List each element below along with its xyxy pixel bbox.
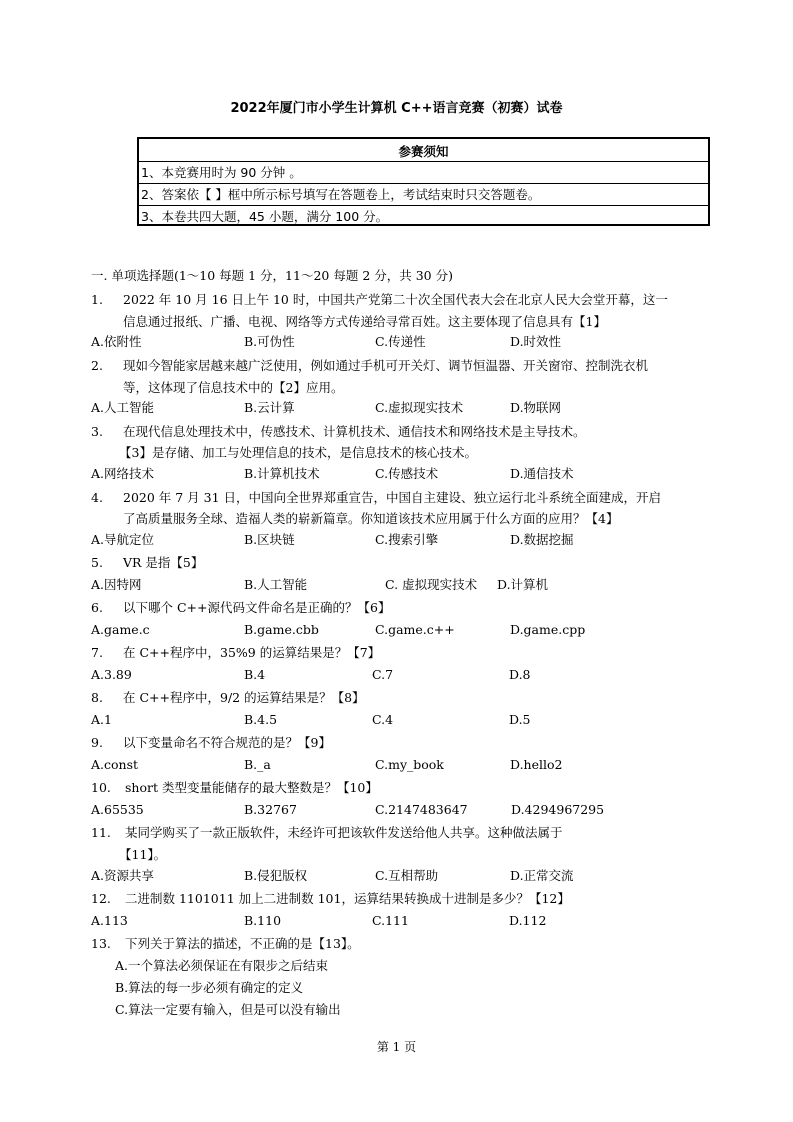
option-d: D.112 — [509, 913, 547, 928]
option-b: B.计算机技术 — [244, 466, 320, 481]
question-number: 2. — [91, 358, 103, 373]
option-c: C.搜索引擎 — [375, 532, 439, 547]
option-b: B.game.cbb — [244, 622, 319, 637]
question-text: 在现代信息处理技术中，传感技术、计算机技术、通信技术和网络技术是主导技术。 — [123, 424, 586, 439]
option-b: B.4 — [244, 667, 266, 682]
option-c: C.2147483647 — [375, 802, 468, 817]
option-a: A.导航定位 — [91, 532, 155, 547]
option-a: A.依附性 — [91, 334, 142, 349]
question-text: VR 是指【5】 — [123, 555, 204, 570]
question-number: 3. — [91, 424, 103, 439]
question-text: 以下哪个 C++源代码文件命名是正确的？【6】 — [123, 600, 391, 615]
option-c: C.虚拟现实技术 — [375, 400, 464, 415]
exam-title: 2022年厦门市小学生计算机 C++语言竞赛（初赛）试卷 — [230, 101, 563, 116]
notice-box — [137, 137, 710, 226]
option-a: A.game.c — [91, 622, 150, 637]
question-text: 2022 年 10 月 16 日上午 10 时，中国共产党第二十次全国代表大会在北京人民大会堂开幕，这一 — [123, 292, 668, 307]
question-text: short 类型变量能储存的最大整数是？【10】 — [125, 780, 378, 795]
option-d: D.数据挖掘 — [510, 532, 574, 547]
option-c: C.传感技术 — [375, 466, 439, 481]
question-text: 【11】。 — [119, 847, 167, 862]
option-a: A.一个算法必须保证在有限步之后结束 — [115, 958, 329, 973]
option-d: D.8 — [509, 667, 531, 682]
question-number: 12. — [91, 891, 111, 906]
question-text: 了高质量服务全球、造福人类的崭新篇章。你知道该技术应用属于什么方面的应用？【4】 — [123, 511, 619, 526]
option-a: A.因特网 — [91, 577, 142, 592]
question-text: 现如今智能家居越来越广泛使用，例如通过手机可开关灯、调节恒温器、开关窗帘、控制洗衣机 — [123, 358, 649, 373]
option-a: A.3.89 — [91, 667, 132, 682]
question-number: 4. — [91, 490, 103, 505]
notice-heading: 参赛须知 — [398, 144, 449, 159]
option-d: D.4294967295 — [511, 802, 605, 817]
notice-item: 1、本竞赛用时为 90 分钟 。 — [139, 161, 708, 183]
question-text: 等，这体现了信息技术中的【2】应用。 — [123, 380, 344, 395]
option-d: D.game.cpp — [510, 622, 586, 637]
option-c: C.4 — [372, 712, 394, 727]
option-d: D.计算机 — [497, 577, 549, 592]
question-number: 5. — [91, 555, 103, 570]
option-c: C. 虚拟现实技术 — [385, 577, 478, 592]
option-c: C.111 — [372, 913, 409, 928]
option-d: D.时效性 — [510, 334, 562, 349]
option-a: A.人工智能 — [91, 400, 155, 415]
option-a: A.1 — [91, 712, 112, 727]
option-b: B._a — [244, 757, 271, 772]
option-c: C.算法一定要有输入，但是可以没有输出 — [115, 1002, 341, 1017]
question-text: 在 C++程序中，9/2 的运算结果是？【8】 — [123, 690, 365, 705]
option-c: C.game.c++ — [375, 622, 455, 637]
question-number: 7. — [91, 645, 103, 660]
question-text: 在 C++程序中，35%9 的运算结果是？【7】 — [123, 645, 381, 660]
option-b: B.云计算 — [244, 400, 295, 415]
option-a: A.113 — [91, 913, 128, 928]
page-number: 第 1 页 — [376, 1040, 417, 1054]
option-b: B.算法的每一步必须有确定的定义 — [115, 980, 304, 995]
option-b: B.侵犯版权 — [244, 868, 308, 883]
question-number: 6. — [91, 600, 103, 615]
option-c: C.7 — [372, 667, 394, 682]
question-number: 13. — [91, 936, 111, 951]
option-d: D.5 — [509, 712, 531, 727]
option-c: C.my_book — [375, 757, 444, 772]
option-a: A.资源共享 — [91, 868, 155, 883]
question-number: 8. — [91, 690, 103, 705]
question-number: 1. — [91, 292, 103, 307]
question-number: 11. — [91, 825, 111, 840]
question-text: 信息通过报纸、广播、电视、网络等方式传递给寻常百姓。这主要体现了信息具有【1】 — [123, 314, 606, 329]
option-b: B.可伪性 — [244, 334, 295, 349]
option-b: B.32767 — [244, 802, 297, 817]
option-a: A.网络技术 — [91, 466, 155, 481]
option-d: D.通信技术 — [510, 466, 574, 481]
option-d: D.物联网 — [510, 400, 562, 415]
notice-item: 2、答案依【 】框中所示标号填写在答题卷上，考试结束时只交答题卷。 — [139, 183, 708, 205]
option-b: B.区块链 — [244, 532, 295, 547]
option-d: D.hello2 — [510, 757, 563, 772]
option-b: B.4.5 — [244, 712, 278, 727]
option-a: A.65535 — [91, 802, 144, 817]
option-b: B.110 — [244, 913, 282, 928]
question-text: 以下变量命名不符合规范的是？【9】 — [123, 735, 331, 750]
option-b: B.人工智能 — [244, 577, 308, 592]
notice-item: 3、本卷共四大题，45 小题，满分 100 分。 — [139, 205, 708, 227]
question-text: 下列关于算法的描述，不正确的是【13】。 — [125, 936, 360, 951]
question-text: 【3】是存储、加工与处理信息的技术，是信息技术的核心技术。 — [119, 445, 477, 460]
option-d: D.正常交流 — [510, 868, 574, 883]
question-text: 2020 年 7 月 31 日，中国向全世界郑重宣告，中国自主建设、独立运行北斗系统全面建成，开启 — [123, 490, 662, 505]
question-number: 10. — [91, 780, 111, 795]
question-text: 二进制数 1101011 加上二进制数 101，运算结果转换成十进制是多少？【12】 — [125, 891, 570, 906]
option-a: A.const — [91, 757, 139, 772]
option-c: C.传递性 — [375, 334, 426, 349]
section-heading: 一. 单项选择题(1～10 每题 1 分，11～20 每题 2 分，共 30 分) — [91, 268, 453, 283]
question-number: 9. — [91, 735, 103, 750]
option-c: C.互相帮助 — [375, 868, 439, 883]
question-text: 某同学购买了一款正版软件，未经许可把该软件发送给他人共享。这种做法属于 — [125, 825, 563, 840]
